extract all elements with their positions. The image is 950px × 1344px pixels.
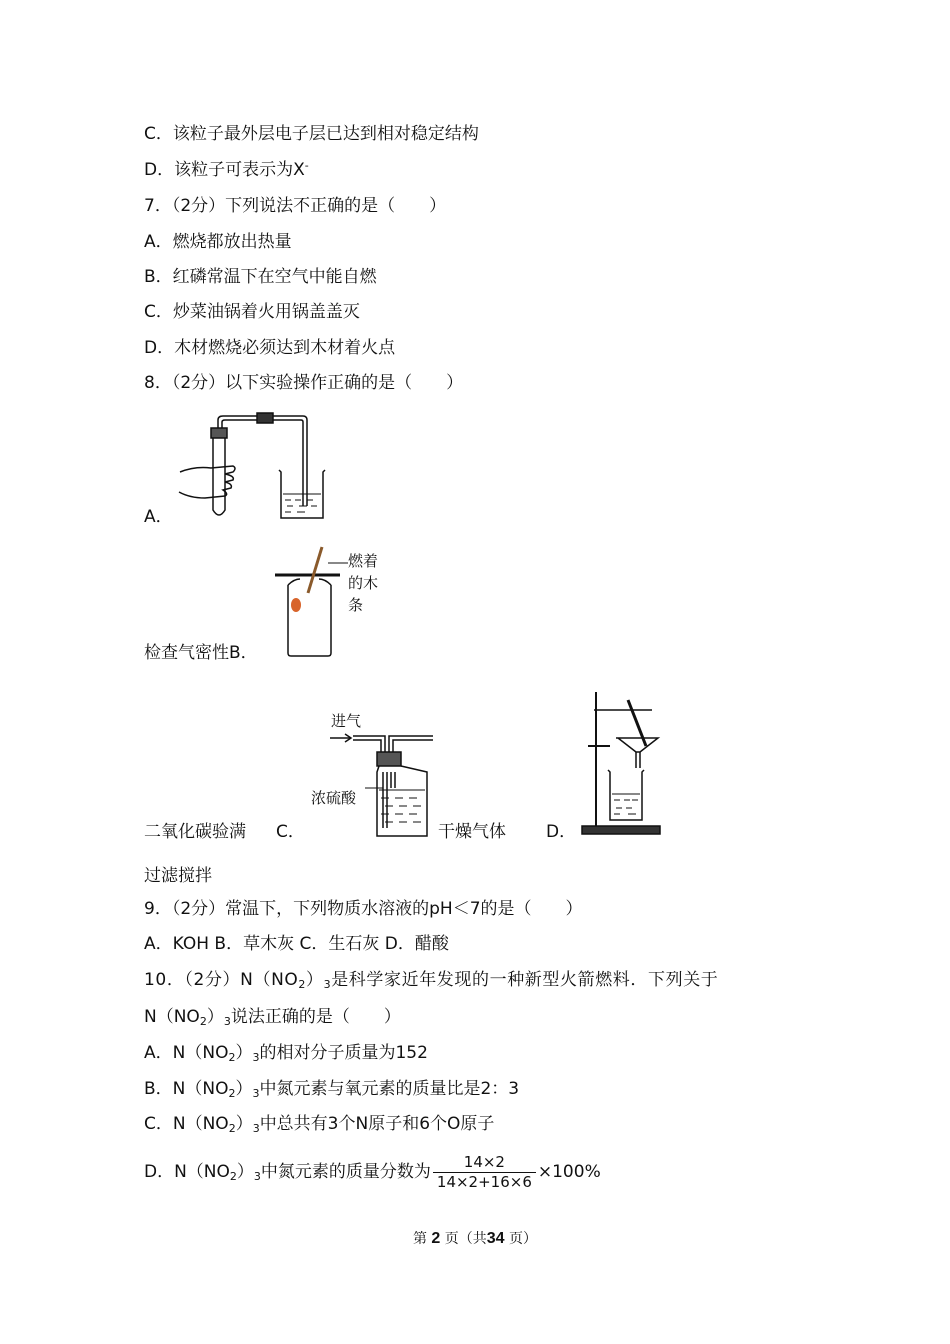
q10-option-d-suffix: ×100% [537, 1162, 601, 1182]
q8-line-b-prefix: 检查气密性 [144, 643, 229, 663]
q10-option-d-prefix: D．N（NO [144, 1162, 230, 1182]
q7-option-c: C．炒菜油锅着火用锅盖盖灭 [144, 302, 360, 322]
q8-line-c-suffix: 干燥气体 [438, 822, 506, 842]
q10-option-d [144, 1150, 601, 1194]
fig-b-label-line2: 的木 [348, 574, 379, 592]
q9-stem: 9．（2分）常温下，下列物质水溶液的pH＜7的是（ ） [144, 899, 583, 919]
footer-post: 页） [509, 1231, 538, 1247]
q10-option-c-sub3: 3 [252, 1122, 260, 1135]
q10-stem2-sub3: 3 [223, 1015, 231, 1028]
q6-option-d-symbol: X [293, 160, 305, 180]
footer-page-number: 2 [431, 1230, 441, 1247]
q10-option-b-paren: ） [235, 1079, 253, 1099]
q8-option-d-letter: D． [546, 822, 577, 842]
q10-stem-b: 是科学家近年发现的一种新型火箭燃料．下列关于 [331, 970, 719, 990]
q8-line-c-prefix: 二氧化碳验满 [144, 822, 246, 842]
q6-option-d-text: D．该粒子可表示为 [144, 160, 294, 180]
footer-total-pages: 34 [486, 1230, 505, 1247]
q10-option-b-sub2: 2 [228, 1087, 236, 1100]
q8-line-d-suffix: 过滤搅拌 [144, 866, 212, 886]
figure-co2-full-test [270, 545, 350, 660]
q10-stem-sub2: 2 [298, 978, 306, 991]
footer-mid: 页（共 [444, 1231, 487, 1247]
q6-option-d [144, 159, 309, 181]
q10-stem-a: 10．（2分）N（NO [144, 970, 299, 990]
q7-option-b: B．红磷常温下在空气中能自燃 [144, 267, 377, 287]
q10-option-c-prefix: C．N（NO [144, 1114, 229, 1134]
q10-option-b-prefix: B．N（NO [144, 1079, 229, 1099]
q10-option-b-sub3: 3 [252, 1087, 260, 1100]
fig-c-acid-label: 浓硫酸 [311, 789, 357, 807]
q10-option-b-suffix: 中氮元素与氧元素的质量比是2：3 [259, 1079, 520, 1099]
q10-option-a-paren: ） [235, 1043, 253, 1063]
fig-b-label-line1: 燃着 [348, 552, 379, 570]
fraction-numerator: 14×2 [433, 1153, 536, 1173]
q10-stem-line1 [144, 969, 718, 991]
figure-airtightness-check [175, 410, 335, 525]
q7-stem: 7．（2分）下列说法不正确的是（ ） [144, 196, 447, 216]
q10-option-c-suffix: 中总共有3个N原子和6个O原子 [259, 1114, 495, 1134]
q8-line-c [144, 821, 246, 843]
q6-option-d-charge: - [304, 159, 309, 172]
page-footer [0, 1228, 950, 1248]
q8-option-b-letter: B． [229, 643, 258, 663]
figure-gas-drying [325, 728, 440, 840]
q10-option-a [144, 1042, 428, 1064]
q10-stem-line2 [144, 1006, 401, 1028]
q8-stem: 8．（2分）以下实验操作正确的是（ ） [144, 373, 464, 393]
mass-fraction-formula [433, 1153, 536, 1192]
fig-b-label-line3: 条 [348, 596, 364, 614]
q10-option-c-sub2: 2 [228, 1122, 236, 1135]
q10-stem2-paren: ） [206, 1007, 224, 1027]
fraction-denominator: 14×2+16×6 [436, 1172, 532, 1191]
q10-option-b [144, 1078, 519, 1100]
q10-option-a-sub2: 2 [228, 1051, 236, 1064]
q8-option-a-letter: A． [144, 507, 173, 527]
q8-line-b [144, 642, 258, 664]
q10-option-a-suffix: 的相对分子质量为152 [259, 1043, 428, 1063]
q10-stem-sub3: 3 [323, 978, 332, 991]
q10-option-a-prefix: A．N（NO [144, 1043, 229, 1063]
q7-option-d: D．木材燃烧必须达到木材着火点 [144, 338, 396, 358]
q6-option-c: C．该粒子最外层电子层已达到相对稳定结构 [144, 124, 479, 144]
q10-stem-paren: ） [305, 970, 324, 990]
fig-c-inlet-label: 进气 [331, 712, 362, 730]
q10-option-d-sub2: 2 [229, 1170, 237, 1183]
q9-options: A．KOH B．草木灰 C．生石灰 D．醋酸 [144, 934, 449, 954]
q10-stem2-a: N（NO [144, 1007, 200, 1027]
q10-option-c [144, 1113, 494, 1135]
figure-filtration [580, 690, 665, 838]
q10-stem2-b: 说法正确的是（ ） [230, 1007, 401, 1027]
q10-option-d-sub3: 3 [253, 1170, 261, 1183]
q8-option-c-letter: C． [276, 822, 305, 842]
footer-pre: 第 [412, 1231, 427, 1247]
q10-option-d-paren: ） [236, 1162, 254, 1182]
q10-option-d-middle: 中氮元素的质量分数为 [260, 1162, 431, 1182]
q10-option-c-paren: ） [235, 1114, 253, 1134]
q7-option-a: A．燃烧都放出热量 [144, 232, 292, 252]
q10-stem2-sub2: 2 [199, 1015, 207, 1028]
q10-option-a-sub3: 3 [252, 1051, 260, 1064]
